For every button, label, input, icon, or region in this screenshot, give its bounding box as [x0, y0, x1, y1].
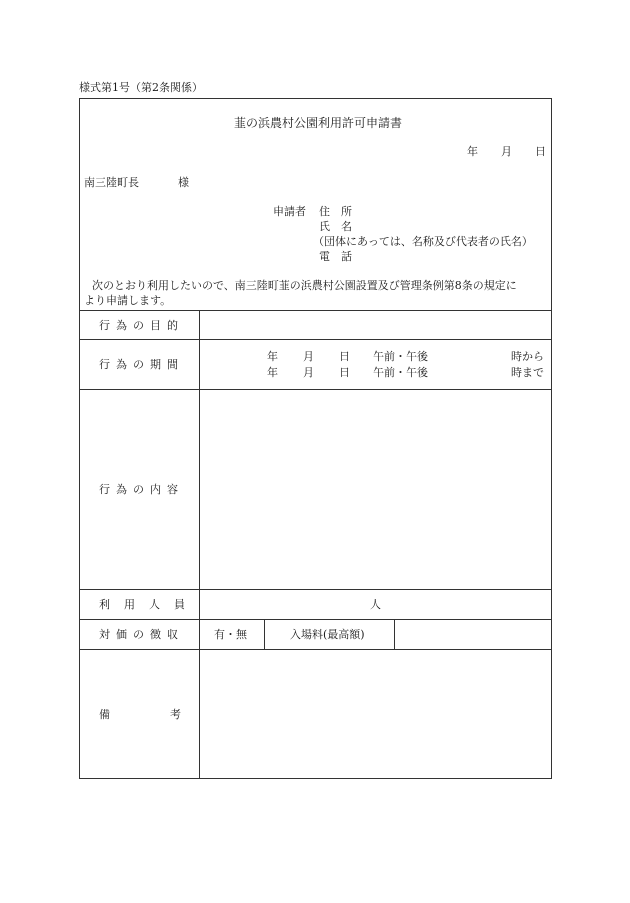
date-day: 日 — [535, 145, 546, 158]
fee-cell-divider — [264, 619, 265, 649]
fee-yes-no: 有・無 — [214, 628, 247, 641]
form-title: 韮の浜農村公園利用許可申請書 — [234, 116, 403, 130]
row-divider — [79, 339, 552, 340]
row-divider — [79, 310, 552, 311]
period-from-month: 月 — [303, 350, 314, 363]
applicant-group-note: （団体にあっては、名称及び代表者の氏名） — [313, 235, 533, 248]
fee-admission-label: 入場料(最高額) — [290, 628, 365, 641]
applicant-phone-label: 電 話 — [319, 250, 352, 263]
period-from-day: 日 — [339, 350, 350, 363]
statement-line-2: より申請します。 — [84, 294, 172, 307]
row-divider — [79, 619, 552, 620]
form-number: 様式第1号（第2条関係） — [79, 81, 203, 94]
label-column-divider — [199, 310, 200, 779]
row-label-period: 行為の期間 — [99, 358, 184, 371]
row-label-remarks-1: 備 — [99, 708, 110, 721]
period-from-ampm: 午前・午後 — [373, 350, 428, 363]
fee-cell-divider — [394, 619, 395, 649]
period-to-suffix: 時まで — [511, 366, 544, 379]
row-label-fee: 対価の徴収 — [99, 628, 184, 641]
row-divider — [79, 589, 552, 590]
applicant-label: 申請者 — [273, 205, 306, 218]
period-from-suffix: 時から — [511, 350, 544, 363]
form-frame — [79, 98, 552, 779]
period-to-month: 月 — [303, 366, 314, 379]
addressee-name: 南三陸町長 — [84, 176, 139, 189]
row-divider — [79, 389, 552, 390]
row-label-users: 利用人員 — [99, 598, 199, 611]
row-divider — [79, 649, 552, 650]
period-to-year: 年 — [267, 366, 278, 379]
period-to-ampm: 午前・午後 — [373, 366, 428, 379]
statement-line-1: 次のとおり利用したいので、南三陸町韮の浜農村公園設置及び管理条例第8条の規定に — [92, 279, 517, 292]
users-unit: 人 — [370, 598, 381, 611]
addressee-suffix: 様 — [178, 176, 189, 189]
row-label-remarks-2: 考 — [170, 708, 181, 721]
row-label-purpose: 行為の目的 — [99, 319, 184, 332]
period-to-day: 日 — [339, 366, 350, 379]
period-from-year: 年 — [267, 350, 278, 363]
applicant-name-label: 氏 名 — [319, 220, 352, 233]
date-month: 月 — [501, 145, 512, 158]
applicant-address-label: 住 所 — [319, 205, 352, 218]
row-label-content: 行為の内容 — [99, 483, 184, 496]
date-year: 年 — [467, 145, 478, 158]
